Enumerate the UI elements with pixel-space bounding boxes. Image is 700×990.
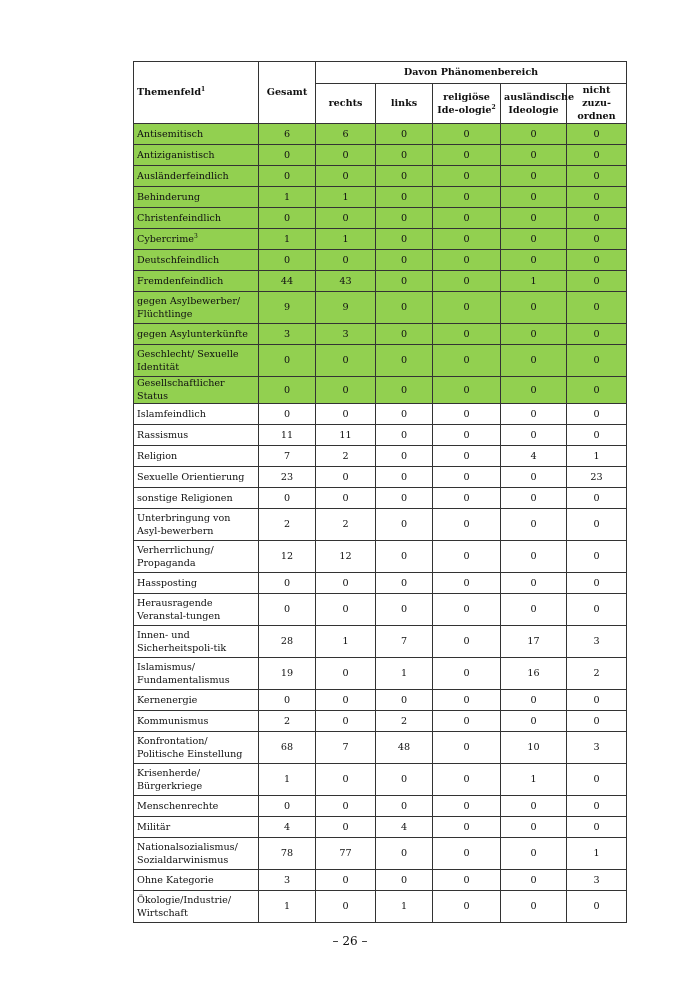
table-row <box>134 838 627 870</box>
cell-gesamt: 11 <box>259 425 316 446</box>
table-row <box>134 817 627 838</box>
table-row <box>134 796 627 817</box>
table-row <box>134 229 627 250</box>
cell-rechts: 0 <box>316 250 376 271</box>
cell-rechts: 0 <box>316 377 376 404</box>
cell-religioese: 0 <box>433 292 501 324</box>
cell-gesamt: 0 <box>259 488 316 509</box>
cell-rechts: 0 <box>316 594 376 626</box>
cell-religioese: 0 <box>433 541 501 573</box>
cell-links: 0 <box>376 690 433 711</box>
cell-gesamt: 2 <box>259 509 316 541</box>
cell-auslaendische: 0 <box>501 817 567 838</box>
table-row <box>134 404 627 425</box>
cell-gesamt: 78 <box>259 838 316 870</box>
cell-auslaendische: 0 <box>501 509 567 541</box>
cell-gesamt: 0 <box>259 345 316 377</box>
cell-nicht: 0 <box>567 145 627 166</box>
table-row <box>134 145 627 166</box>
cell-nicht: 0 <box>567 509 627 541</box>
table-row <box>134 891 627 923</box>
table-row <box>134 764 627 796</box>
cell-rechts: 0 <box>316 208 376 229</box>
cell-religioese: 0 <box>433 250 501 271</box>
cell-religioese: 0 <box>433 870 501 891</box>
row-label: Verherrlichung/ Propaganda <box>134 541 259 573</box>
cell-auslaendische: 10 <box>501 732 567 764</box>
row-label: sonstige Religionen <box>134 488 259 509</box>
cell-religioese: 0 <box>433 345 501 377</box>
row-label: Geschlecht/ Sexuelle Identität <box>134 345 259 377</box>
row-label: Behinderung <box>134 187 259 208</box>
cell-nicht: 0 <box>567 404 627 425</box>
cell-links: 0 <box>376 229 433 250</box>
cell-links: 0 <box>376 870 433 891</box>
cell-religioese: 0 <box>433 573 501 594</box>
table-row <box>134 208 627 229</box>
cell-links: 0 <box>376 446 433 467</box>
row-label: Sexuelle Orientierung <box>134 467 259 488</box>
cell-religioese: 0 <box>433 764 501 796</box>
cell-nicht: 0 <box>567 166 627 187</box>
cell-gesamt: 44 <box>259 271 316 292</box>
cell-rechts: 2 <box>316 509 376 541</box>
table-row <box>134 488 627 509</box>
cell-gesamt: 0 <box>259 377 316 404</box>
table-row <box>134 467 627 488</box>
cell-rechts: 6 <box>316 124 376 145</box>
row-label: Christenfeindlich <box>134 208 259 229</box>
cell-rechts: 0 <box>316 467 376 488</box>
cell-links: 0 <box>376 838 433 870</box>
table-row <box>134 446 627 467</box>
cell-religioese: 0 <box>433 658 501 690</box>
row-label: Kernenergie <box>134 690 259 711</box>
cell-rechts: 12 <box>316 541 376 573</box>
cell-gesamt: 9 <box>259 292 316 324</box>
cell-auslaendische: 0 <box>501 124 567 145</box>
cell-nicht: 1 <box>567 446 627 467</box>
cell-auslaendische: 16 <box>501 658 567 690</box>
table-row <box>134 541 627 573</box>
cell-links: 0 <box>376 250 433 271</box>
row-label: Deutschfeindlich <box>134 250 259 271</box>
cell-gesamt: 23 <box>259 467 316 488</box>
cell-auslaendische: 4 <box>501 446 567 467</box>
cell-auslaendische: 0 <box>501 838 567 870</box>
cell-gesamt: 2 <box>259 711 316 732</box>
table-row <box>134 573 627 594</box>
cell-rechts: 3 <box>316 324 376 345</box>
cell-auslaendische: 0 <box>501 488 567 509</box>
cell-nicht: 3 <box>567 626 627 658</box>
table-row <box>134 187 627 208</box>
table-row <box>134 124 627 145</box>
cell-nicht: 0 <box>567 594 627 626</box>
header-nicht-zuzuordnen: nicht zuzu-ordnen <box>567 84 627 124</box>
cell-links: 1 <box>376 891 433 923</box>
cell-religioese: 0 <box>433 488 501 509</box>
cell-rechts: 0 <box>316 488 376 509</box>
row-label: Ohne Kategorie <box>134 870 259 891</box>
row-label: Ökologie/Industrie/ Wirtschaft <box>134 891 259 923</box>
table-row <box>134 658 627 690</box>
cell-auslaendische: 0 <box>501 467 567 488</box>
cell-nicht: 0 <box>567 292 627 324</box>
cell-rechts: 0 <box>316 145 376 166</box>
cell-rechts: 0 <box>316 404 376 425</box>
cell-religioese: 0 <box>433 208 501 229</box>
row-label: Herausragende Veranstal-tungen <box>134 594 259 626</box>
cell-rechts: 7 <box>316 732 376 764</box>
cell-auslaendische: 0 <box>501 796 567 817</box>
cell-gesamt: 0 <box>259 250 316 271</box>
cell-auslaendische: 0 <box>501 166 567 187</box>
cell-rechts: 2 <box>316 446 376 467</box>
cell-gesamt: 0 <box>259 690 316 711</box>
cell-religioese: 0 <box>433 509 501 541</box>
cell-nicht: 0 <box>567 425 627 446</box>
cell-rechts: 0 <box>316 345 376 377</box>
cell-auslaendische: 0 <box>501 208 567 229</box>
cell-rechts: 0 <box>316 711 376 732</box>
cell-gesamt: 68 <box>259 732 316 764</box>
table-row <box>134 711 627 732</box>
cell-nicht: 1 <box>567 838 627 870</box>
cell-religioese: 0 <box>433 838 501 870</box>
cell-gesamt: 12 <box>259 541 316 573</box>
cell-auslaendische: 0 <box>501 187 567 208</box>
cell-links: 0 <box>376 541 433 573</box>
cell-auslaendische: 0 <box>501 145 567 166</box>
table-row <box>134 271 627 292</box>
cell-rechts: 0 <box>316 817 376 838</box>
table-header <box>134 62 627 124</box>
cell-auslaendische: 0 <box>501 404 567 425</box>
cell-auslaendische: 1 <box>501 764 567 796</box>
cell-rechts: 1 <box>316 187 376 208</box>
cell-links: 0 <box>376 292 433 324</box>
cell-religioese: 0 <box>433 891 501 923</box>
cell-religioese: 0 <box>433 425 501 446</box>
cell-rechts: 0 <box>316 166 376 187</box>
header-rechts: rechts <box>316 84 376 124</box>
cell-rechts: 0 <box>316 690 376 711</box>
cell-nicht: 0 <box>567 817 627 838</box>
table-row <box>134 345 627 377</box>
cell-religioese: 0 <box>433 271 501 292</box>
cell-rechts: 1 <box>316 229 376 250</box>
table-row <box>134 166 627 187</box>
cell-rechts: 1 <box>316 626 376 658</box>
cell-links: 0 <box>376 324 433 345</box>
cell-religioese: 0 <box>433 594 501 626</box>
row-label: Krisenherde/ Bürgerkriege <box>134 764 259 796</box>
cell-auslaendische: 0 <box>501 229 567 250</box>
row-label: Rassismus <box>134 425 259 446</box>
cell-auslaendische: 0 <box>501 891 567 923</box>
cell-rechts: 0 <box>316 891 376 923</box>
cell-links: 0 <box>376 764 433 796</box>
row-label: Militär <box>134 817 259 838</box>
cell-links: 0 <box>376 345 433 377</box>
table-row <box>134 425 627 446</box>
cell-nicht: 0 <box>567 541 627 573</box>
row-label: Islamfeindlich <box>134 404 259 425</box>
cell-links: 0 <box>376 796 433 817</box>
row-label: Hassposting <box>134 573 259 594</box>
row-label: gegen Asylbewerber/ Flüchtlinge <box>134 292 259 324</box>
cell-links: 0 <box>376 271 433 292</box>
cell-auslaendische: 1 <box>501 271 567 292</box>
header-gesamt: Gesamt <box>259 62 316 124</box>
cell-gesamt: 4 <box>259 817 316 838</box>
cell-religioese: 0 <box>433 377 501 404</box>
footnote-marker: 1 <box>201 85 206 93</box>
cell-auslaendische: 0 <box>501 541 567 573</box>
cell-nicht: 0 <box>567 711 627 732</box>
cell-nicht: 3 <box>567 732 627 764</box>
cell-gesamt: 1 <box>259 229 316 250</box>
cell-gesamt: 0 <box>259 208 316 229</box>
row-label: Unterbringung von Asyl-bewerbern <box>134 509 259 541</box>
row-label: Cybercrime$^3$ <box>134 229 259 250</box>
cell-religioese: 0 <box>433 124 501 145</box>
cell-auslaendische: 0 <box>501 690 567 711</box>
cell-nicht: 0 <box>567 573 627 594</box>
cell-links: 4 <box>376 817 433 838</box>
cell-auslaendische: 0 <box>501 594 567 626</box>
cell-auslaendische: 0 <box>501 250 567 271</box>
cell-links: 0 <box>376 124 433 145</box>
cell-auslaendische: 17 <box>501 626 567 658</box>
cell-nicht: 0 <box>567 229 627 250</box>
header-auslaendische-ideologie: ausländische Ideologie <box>501 84 567 124</box>
row-label: Antiziganistisch <box>134 145 259 166</box>
cell-religioese: 0 <box>433 229 501 250</box>
footnote-marker: 2 <box>491 103 496 111</box>
row-label: Gesellschaftlicher Status <box>134 377 259 404</box>
cell-religioese: 0 <box>433 796 501 817</box>
cell-nicht: 0 <box>567 208 627 229</box>
cell-nicht: 0 <box>567 377 627 404</box>
cell-nicht: 0 <box>567 187 627 208</box>
cell-religioese: 0 <box>433 145 501 166</box>
cell-religioese: 0 <box>433 732 501 764</box>
cell-links: 0 <box>376 145 433 166</box>
cell-nicht: 0 <box>567 250 627 271</box>
row-label: Fremdenfeindlich <box>134 271 259 292</box>
cell-rechts: 9 <box>316 292 376 324</box>
cell-rechts: 0 <box>316 764 376 796</box>
row-label: Religion <box>134 446 259 467</box>
cell-links: 0 <box>376 404 433 425</box>
cell-nicht: 0 <box>567 796 627 817</box>
cell-gesamt: 1 <box>259 764 316 796</box>
cell-auslaendische: 0 <box>501 573 567 594</box>
cell-gesamt: 0 <box>259 573 316 594</box>
row-label: Nationalsozialismus/ Sozialdarwinismus <box>134 838 259 870</box>
row-label: Antisemitisch <box>134 124 259 145</box>
cell-gesamt: 0 <box>259 796 316 817</box>
cell-gesamt: 28 <box>259 626 316 658</box>
cell-links: 0 <box>376 166 433 187</box>
cell-gesamt: 1 <box>259 891 316 923</box>
cell-rechts: 77 <box>316 838 376 870</box>
cell-auslaendische: 0 <box>501 870 567 891</box>
cell-gesamt: 3 <box>259 870 316 891</box>
row-label: Konfrontation/ Politische Einstellung <box>134 732 259 764</box>
cell-links: 0 <box>376 208 433 229</box>
cell-links: 48 <box>376 732 433 764</box>
table-row <box>134 732 627 764</box>
header-davon-phaenomenbereich: Davon Phänomenbereich <box>316 62 627 84</box>
cell-religioese: 0 <box>433 817 501 838</box>
cell-gesamt: 6 <box>259 124 316 145</box>
page-number: – 26 – <box>332 934 368 948</box>
header-links: links <box>376 84 433 124</box>
row-label: Ausländerfeindlich <box>134 166 259 187</box>
table-row <box>134 870 627 891</box>
cell-religioese: 0 <box>433 166 501 187</box>
cell-rechts: 0 <box>316 573 376 594</box>
table-row <box>134 250 627 271</box>
cell-religioese: 0 <box>433 446 501 467</box>
table-row <box>134 292 627 324</box>
cell-nicht: 0 <box>567 345 627 377</box>
cell-nicht: 0 <box>567 324 627 345</box>
cell-nicht: 0 <box>567 690 627 711</box>
cell-gesamt: 0 <box>259 166 316 187</box>
cell-gesamt: 0 <box>259 404 316 425</box>
cell-religioese: 0 <box>433 626 501 658</box>
cell-nicht: 0 <box>567 891 627 923</box>
row-label: Innen- und Sicherheitspoli-tik <box>134 626 259 658</box>
cell-links: 2 <box>376 711 433 732</box>
table-row <box>134 377 627 404</box>
cell-links: 0 <box>376 467 433 488</box>
table-row <box>134 626 627 658</box>
cell-nicht: 23 <box>567 467 627 488</box>
cell-rechts: 11 <box>316 425 376 446</box>
table-body <box>134 124 627 923</box>
cell-religioese: 0 <box>433 690 501 711</box>
cell-links: 0 <box>376 377 433 404</box>
cell-links: 1 <box>376 658 433 690</box>
cell-nicht: 2 <box>567 658 627 690</box>
cell-auslaendische: 0 <box>501 425 567 446</box>
cell-links: 0 <box>376 594 433 626</box>
cell-rechts: 0 <box>316 870 376 891</box>
row-label: Kommunismus <box>134 711 259 732</box>
cell-auslaendische: 0 <box>501 324 567 345</box>
cell-gesamt: 7 <box>259 446 316 467</box>
cell-nicht: 0 <box>567 271 627 292</box>
cell-nicht: 0 <box>567 488 627 509</box>
cell-religioese: 0 <box>433 324 501 345</box>
cell-links: 0 <box>376 573 433 594</box>
cell-rechts: 43 <box>316 271 376 292</box>
table-row <box>134 509 627 541</box>
row-label: gegen Asylunterkünfte <box>134 324 259 345</box>
cell-gesamt: 19 <box>259 658 316 690</box>
cell-religioese: 0 <box>433 711 501 732</box>
cell-nicht: 0 <box>567 124 627 145</box>
cell-auslaendische: 0 <box>501 377 567 404</box>
cell-links: 0 <box>376 509 433 541</box>
cell-gesamt: 0 <box>259 594 316 626</box>
cell-auslaendische: 0 <box>501 292 567 324</box>
cell-gesamt: 3 <box>259 324 316 345</box>
table-row <box>134 324 627 345</box>
cell-links: 0 <box>376 488 433 509</box>
row-label: Islamismus/ Fundamentalismus <box>134 658 259 690</box>
cell-rechts: 0 <box>316 796 376 817</box>
cell-links: 0 <box>376 425 433 446</box>
cell-gesamt: 1 <box>259 187 316 208</box>
cell-links: 7 <box>376 626 433 658</box>
cell-religioese: 0 <box>433 404 501 425</box>
cell-nicht: 3 <box>567 870 627 891</box>
cell-auslaendische: 0 <box>501 711 567 732</box>
header-themenfeld: Themenfeld$^1$ <box>134 62 259 124</box>
statistics-table <box>133 61 627 923</box>
footnote-marker: 3 <box>193 232 198 240</box>
cell-links: 0 <box>376 187 433 208</box>
cell-religioese: 0 <box>433 187 501 208</box>
header-religioese-ideologie: religiöse Ide-ologie$^2$ <box>433 84 501 124</box>
cell-auslaendische: 0 <box>501 345 567 377</box>
row-label: Menschenrechte <box>134 796 259 817</box>
cell-rechts: 0 <box>316 658 376 690</box>
table-row <box>134 690 627 711</box>
cell-religioese: 0 <box>433 467 501 488</box>
cell-nicht: 0 <box>567 764 627 796</box>
table-row <box>134 594 627 626</box>
cell-gesamt: 0 <box>259 145 316 166</box>
